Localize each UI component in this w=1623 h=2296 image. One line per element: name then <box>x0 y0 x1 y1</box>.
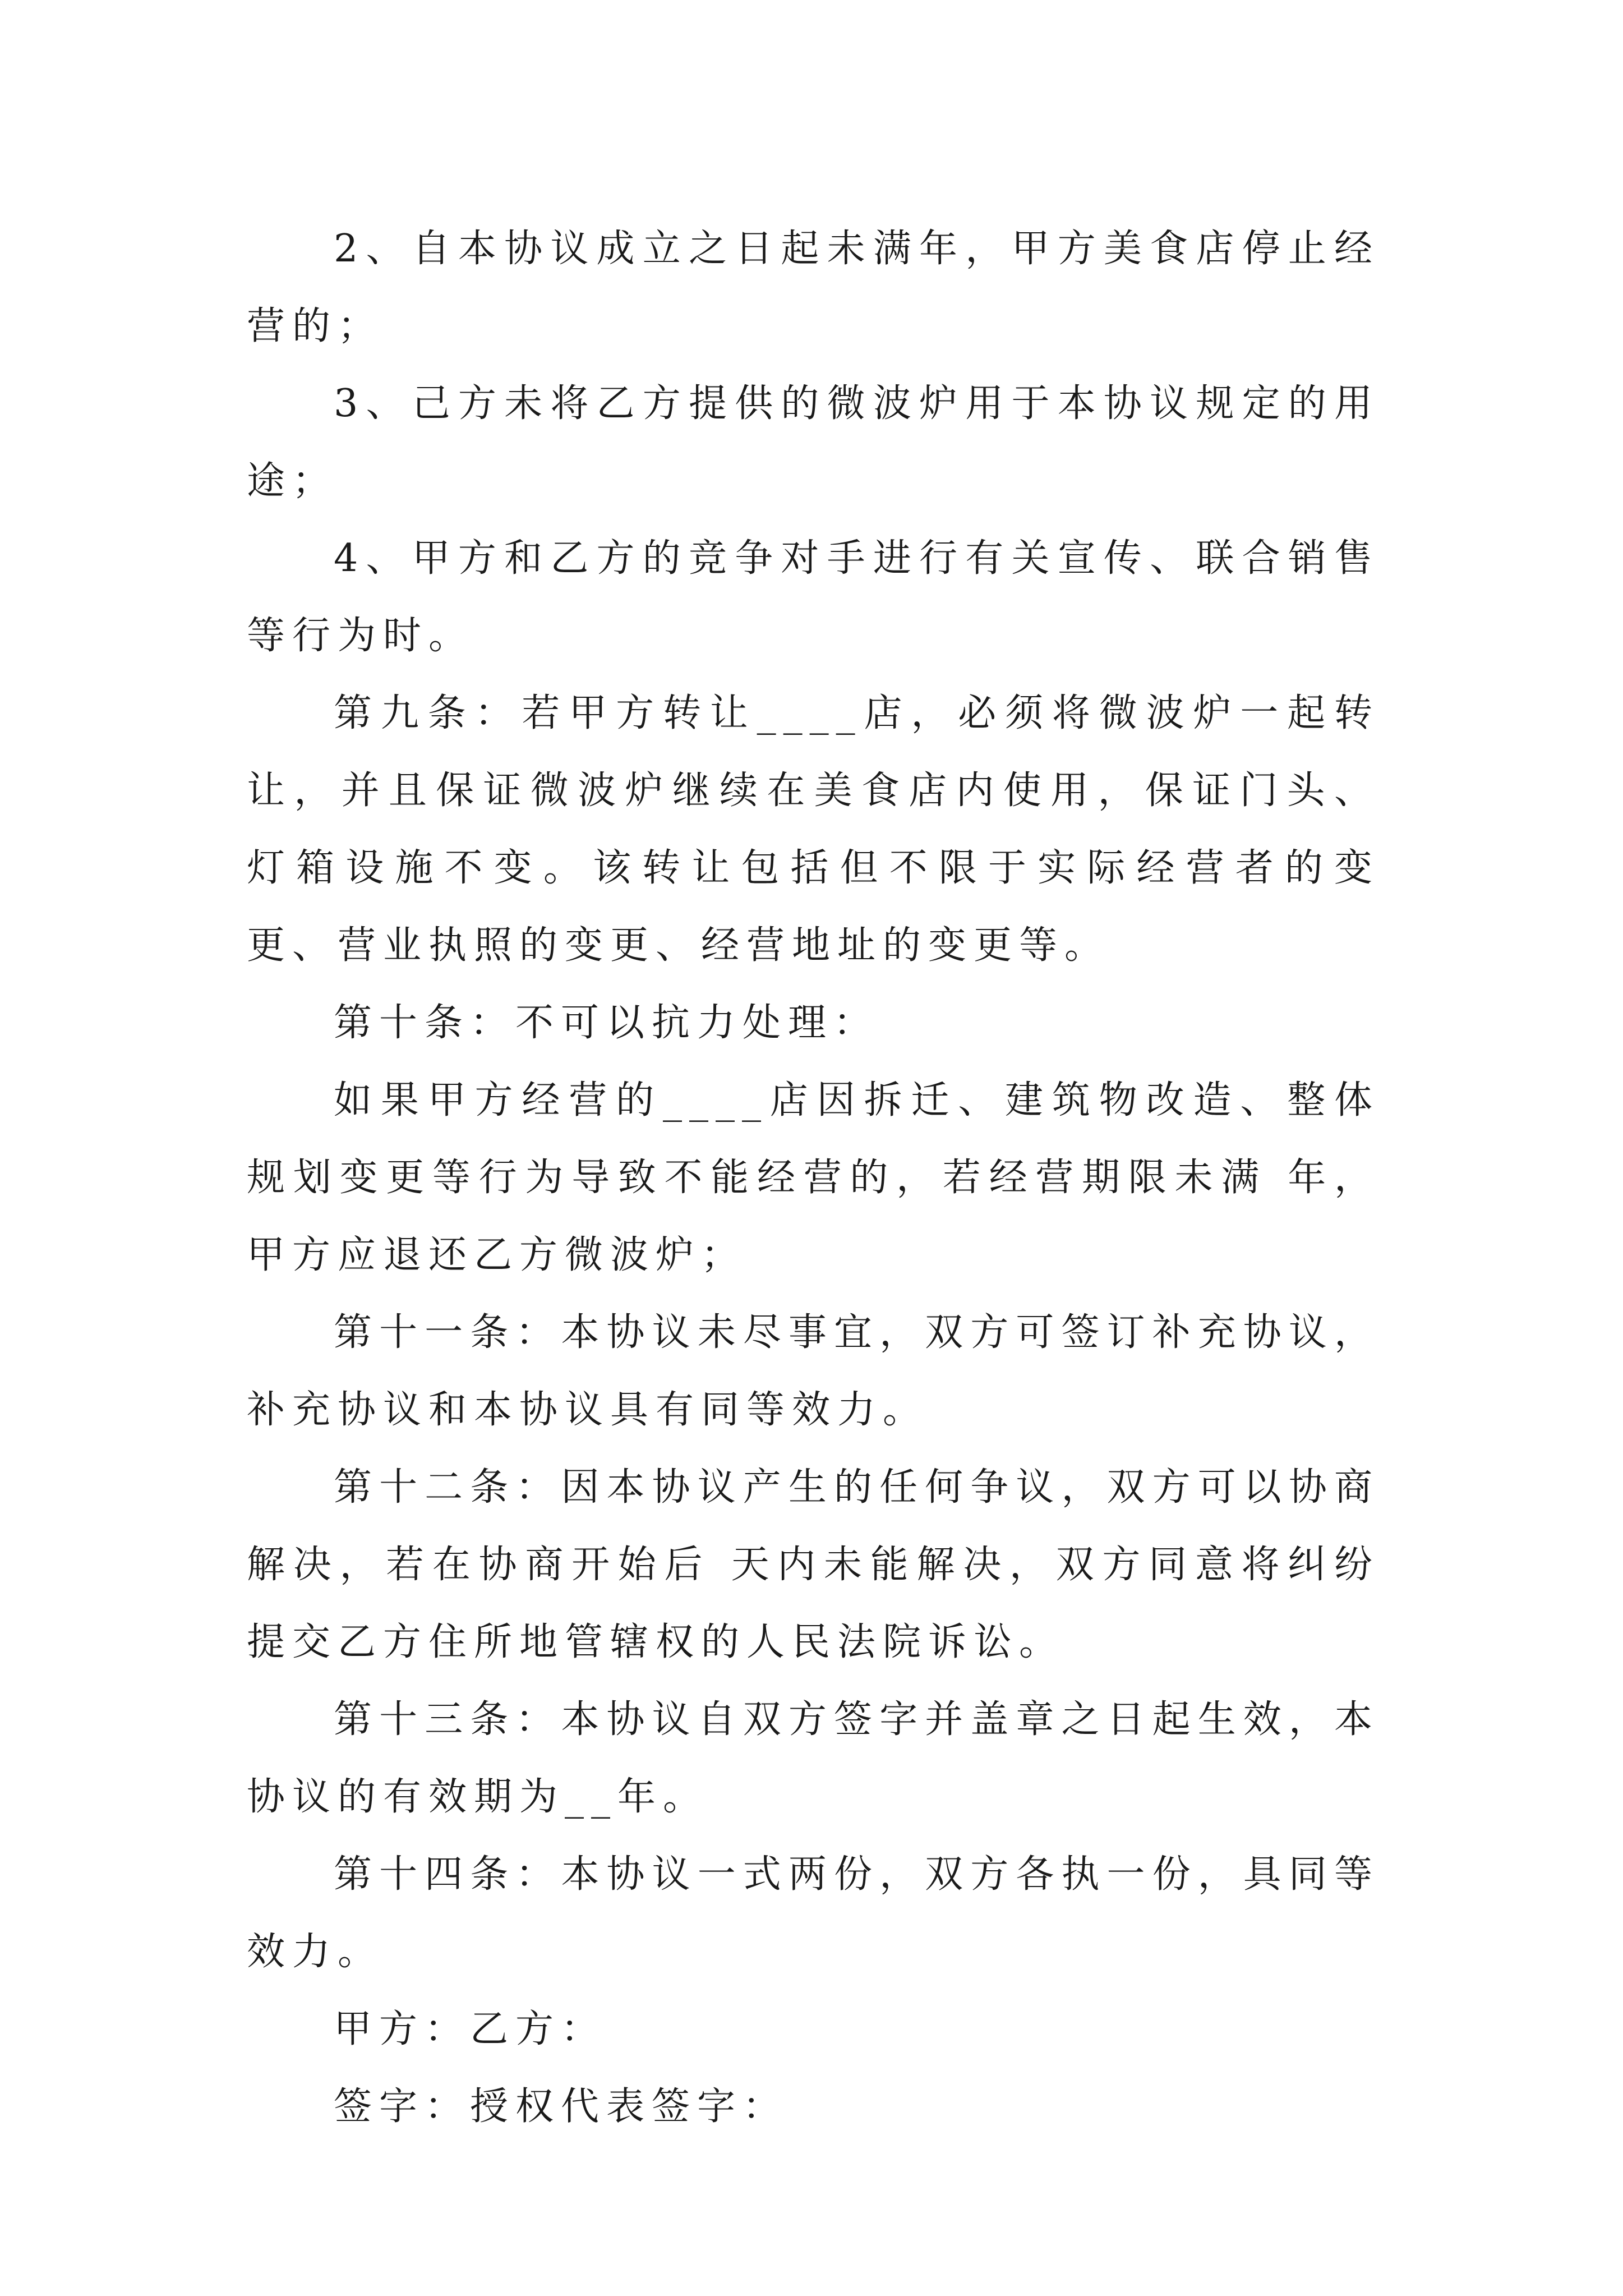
article-12-paragraph: 第十二条：因本协议产生的任何争议，双方可以协商解决，若在协商开始后 天内未能解决，双方同意将纠纷提交乙方住所地管辖权的人民法院诉讼。 <box>247 1465 1380 1664</box>
article-10-paragraph: 如果甲方经营的____店因拆迁、建筑物改造、整体规划变更等行为导致不能经营的，若经营期限未满 年，甲方应退还乙方微波炉； <box>247 1078 1380 1277</box>
article-13-paragraph: 第十三条：本协议自双方签字并盖章之日起生效，本协议的有效期为__年。 <box>247 1697 1380 1819</box>
article-14-paragraph: 第十四条：本协议一式两份，双方各执一份，具同等效力。 <box>247 1852 1380 1974</box>
signature-line: 签字：授权代表签字： <box>334 2085 789 2129</box>
document-body <box>247 210 1380 2146</box>
article-10-heading: 第十条：不可以抗力处理： <box>334 1001 879 1045</box>
parties-line: 甲方：乙方： <box>334 2007 607 2051</box>
clause-2-paragraph: 2、自本协议成立之日起未满年，甲方美食店停止经营的； <box>247 227 1380 348</box>
article-11-paragraph: 第十一条：本协议未尽事宜，双方可签订补充协议，补充协议和本协议具有同等效力。 <box>247 1310 1380 1432</box>
article-9-paragraph: 第九条：若甲方转让____店，必须将微波炉一起转让，并且保证微波炉继续在美食店内使用，保证门头、灯箱设施不变。该转让包括但不限于实际经营者的变更、营业执照的变更、经营地址的变更等。 <box>247 691 1380 968</box>
clause-3-paragraph: 3、己方未将乙方提供的微波炉用于本协议规定的用途； <box>247 381 1380 503</box>
clause-4-paragraph: 4、甲方和乙方的竞争对手进行有关宣传、联合销售等行为时。 <box>247 536 1380 658</box>
